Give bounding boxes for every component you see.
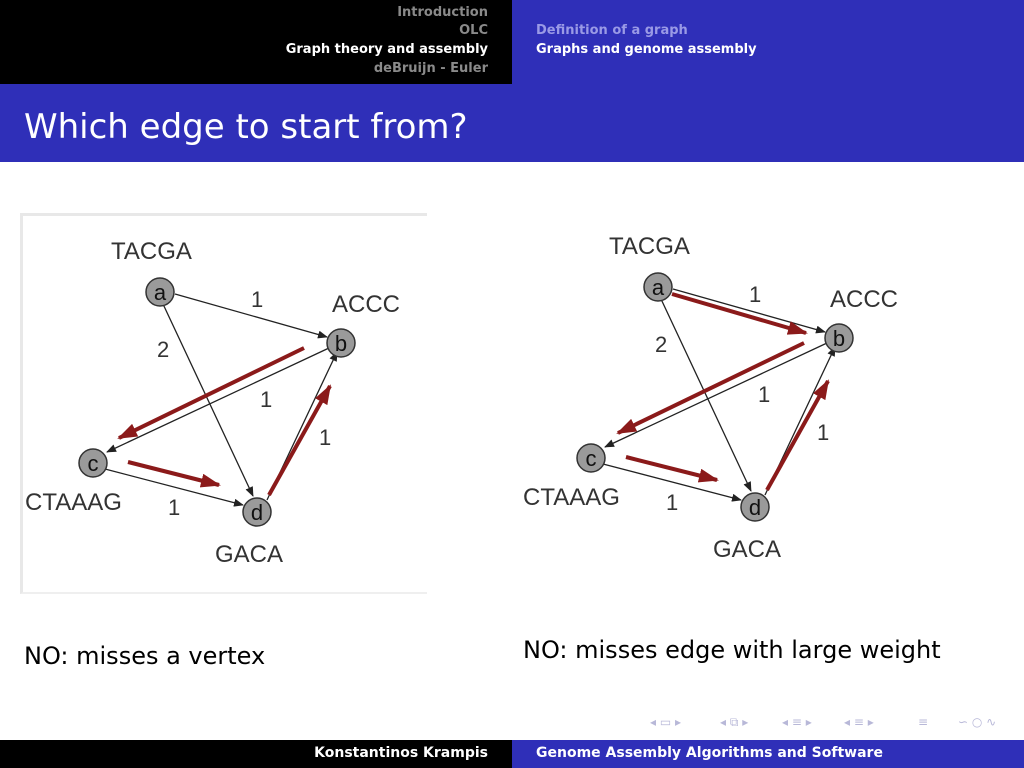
nav-document-icon[interactable]: ◂ ≡ ▸: [844, 715, 874, 729]
label-gaca: GACA: [215, 541, 284, 568]
svg-text:a: a: [153, 280, 167, 305]
edge-b-c: [605, 343, 830, 447]
slide-title-bar: [0, 84, 1024, 162]
left-graph-panel: [20, 213, 427, 594]
node-c: [79, 449, 107, 477]
footer-left: [0, 740, 512, 768]
nav-subsection-icon[interactable]: ◂ ⧉ ▸: [720, 715, 749, 729]
label-ctaaag: CTAAAG: [25, 489, 122, 516]
highlight-arrow-b-c: [618, 343, 804, 433]
header-sections-bar: [0, 0, 512, 84]
node-b: [825, 324, 853, 352]
svg-text:d: d: [250, 500, 264, 525]
label-tacga: TACGA: [111, 238, 192, 265]
label-accc: ACCC: [830, 286, 899, 313]
weight-a-b: 1: [749, 282, 762, 307]
svg-text:a: a: [651, 275, 665, 300]
right-caption: NO: misses edge with large weight: [523, 636, 941, 664]
svg-text:c: c: [585, 446, 597, 471]
label-ctaaag: CTAAAG: [523, 484, 620, 511]
weight-a-b: 1: [251, 287, 264, 312]
right-graph-diagram: [520, 215, 920, 575]
weight-d-b: 1: [319, 425, 332, 450]
edge-b-c: [107, 348, 332, 452]
label-tacga: TACGA: [609, 233, 690, 260]
navigation-symbols: [640, 712, 1024, 736]
svg-text:c: c: [87, 451, 99, 476]
nav-section-olc[interactable]: OLC: [459, 23, 488, 38]
footer-talk-title: Genome Assembly Algorithms and Software: [536, 745, 883, 761]
label-accc: ACCC: [332, 291, 401, 318]
edge-a-d: [661, 299, 751, 491]
node-d: [243, 498, 271, 526]
nav-subsection-definition[interactable]: Definition of a graph: [536, 23, 688, 38]
node-b: [327, 329, 355, 357]
node-d: [741, 493, 769, 521]
weight-b-c: 1: [260, 387, 273, 412]
label-gaca: GACA: [713, 536, 782, 563]
footer-right: [512, 740, 1024, 768]
highlight-arrow-c-d: [626, 457, 717, 480]
header-subsections-bar: [512, 0, 1024, 84]
weight-a-d: 2: [655, 332, 668, 357]
nav-section-introduction[interactable]: Introduction: [397, 5, 488, 20]
nav-frame-icon[interactable]: ◂ ▭ ▸: [650, 715, 682, 729]
nav-section-icon[interactable]: ◂ ≡ ▸: [782, 715, 812, 729]
left-graph-diagram: [23, 216, 427, 592]
nav-section-debruijn[interactable]: deBruijn - Euler: [373, 61, 488, 76]
weight-a-d: 2: [157, 337, 170, 362]
node-a: [644, 273, 672, 301]
highlight-arrow-c-d: [128, 462, 219, 485]
weight-b-c: 1: [758, 382, 771, 407]
svg-text:b: b: [832, 326, 846, 351]
svg-text:b: b: [334, 331, 348, 356]
footer-author: Konstantinos Krampis: [314, 745, 488, 761]
highlight-arrow-b-c: [119, 348, 304, 438]
right-graph-panel: [520, 215, 920, 575]
weight-d-b: 1: [817, 420, 830, 445]
highlight-arrow-a-b: [672, 294, 806, 333]
slide-title: Which edge to start from?: [24, 107, 468, 147]
weight-c-d: 1: [168, 495, 181, 520]
nav-align-icon[interactable]: ≡: [918, 715, 929, 729]
left-caption: NO: misses a vertex: [24, 642, 266, 670]
nav-search-icon[interactable]: ∽ ○ ∿: [958, 715, 997, 729]
nav-subsection-genome-assembly[interactable]: Graphs and genome assembly: [536, 42, 757, 57]
edge-a-d: [163, 304, 253, 496]
nav-section-graph-theory[interactable]: Graph theory and assembly: [285, 42, 488, 57]
node-a: [146, 278, 174, 306]
weight-c-d: 1: [666, 490, 679, 515]
svg-text:d: d: [748, 495, 762, 520]
node-c: [577, 444, 605, 472]
